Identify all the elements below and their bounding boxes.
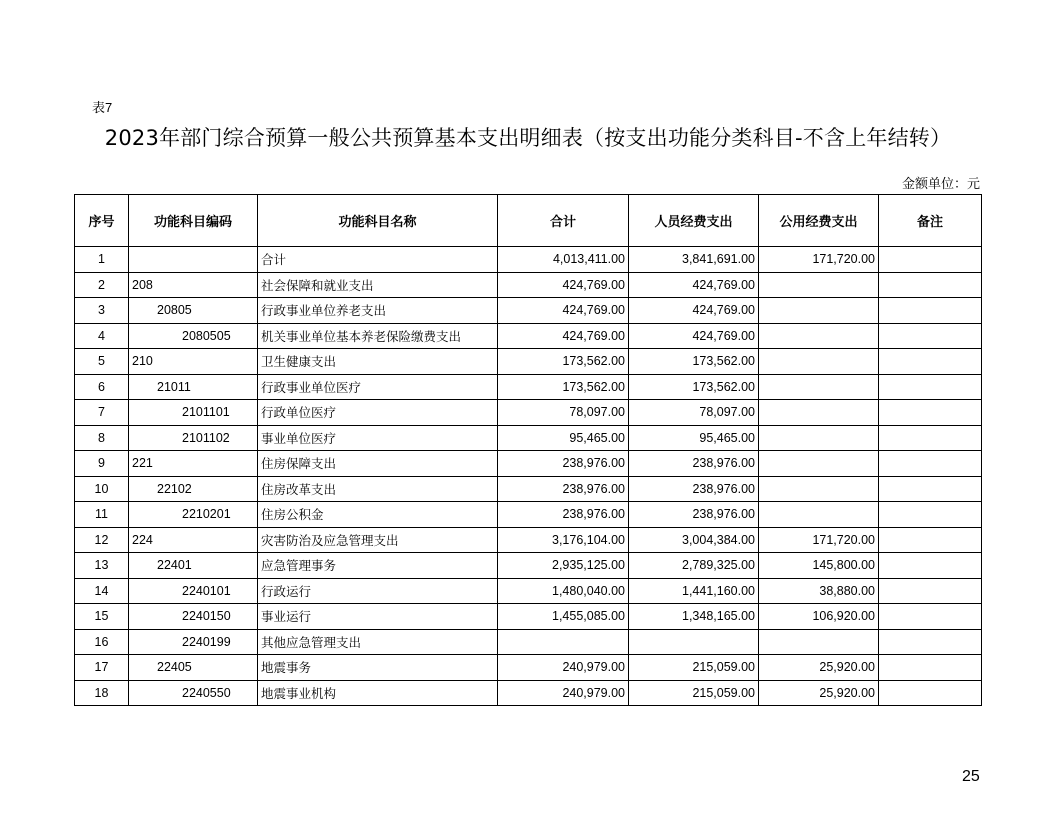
header-total: 合计 bbox=[498, 195, 629, 247]
row-personnel: 238,976.00 bbox=[629, 502, 759, 528]
page-title: 2023年部门综合预算一般公共预算基本支出明细表（按支出功能分类科目-不含上年结转） bbox=[104, 126, 952, 150]
row-total: 173,562.00 bbox=[498, 349, 629, 375]
table-row bbox=[75, 655, 982, 681]
row-index: 5 bbox=[75, 349, 129, 375]
row-code: 2080505 bbox=[129, 323, 258, 349]
row-index: 12 bbox=[75, 527, 129, 553]
row-personnel: 3,004,384.00 bbox=[629, 527, 759, 553]
row-remarks bbox=[879, 629, 982, 655]
row-code: 20805 bbox=[129, 298, 258, 324]
row-total: 238,976.00 bbox=[498, 502, 629, 528]
row-name: 灾害防治及应急管理支出 bbox=[258, 527, 498, 553]
row-code: 22405 bbox=[129, 655, 258, 681]
row-name: 卫生健康支出 bbox=[258, 349, 498, 375]
row-code: 208 bbox=[129, 272, 258, 298]
row-code: 22102 bbox=[129, 476, 258, 502]
row-name: 机关事业单位基本养老保险缴费支出 bbox=[258, 323, 498, 349]
row-index: 16 bbox=[75, 629, 129, 655]
row-code: 22401 bbox=[129, 553, 258, 579]
table-row bbox=[75, 349, 982, 375]
table-row bbox=[75, 527, 982, 553]
row-index: 11 bbox=[75, 502, 129, 528]
row-code: 2240550 bbox=[129, 680, 258, 706]
row-public: 25,920.00 bbox=[759, 680, 879, 706]
table-row bbox=[75, 247, 982, 273]
row-public bbox=[759, 374, 879, 400]
table-label: 表7 bbox=[92, 100, 113, 115]
row-public bbox=[759, 323, 879, 349]
row-code: 2210201 bbox=[129, 502, 258, 528]
row-index: 8 bbox=[75, 425, 129, 451]
row-remarks bbox=[879, 527, 982, 553]
table-row bbox=[75, 604, 982, 630]
row-personnel: 173,562.00 bbox=[629, 349, 759, 375]
row-code bbox=[129, 247, 258, 273]
table-row bbox=[75, 680, 982, 706]
row-personnel: 238,976.00 bbox=[629, 451, 759, 477]
row-index: 15 bbox=[75, 604, 129, 630]
row-public bbox=[759, 425, 879, 451]
table-body bbox=[75, 247, 982, 706]
row-code: 2101102 bbox=[129, 425, 258, 451]
row-public: 145,800.00 bbox=[759, 553, 879, 579]
row-code: 224 bbox=[129, 527, 258, 553]
row-public bbox=[759, 451, 879, 477]
row-code: 210 bbox=[129, 349, 258, 375]
row-public bbox=[759, 400, 879, 426]
row-public: 25,920.00 bbox=[759, 655, 879, 681]
row-name: 行政运行 bbox=[258, 578, 498, 604]
row-name: 住房改革支出 bbox=[258, 476, 498, 502]
page-number: 25 bbox=[962, 768, 980, 785]
row-remarks bbox=[879, 578, 982, 604]
row-personnel: 3,841,691.00 bbox=[629, 247, 759, 273]
row-total: 4,013,411.00 bbox=[498, 247, 629, 273]
table-row bbox=[75, 553, 982, 579]
table-row bbox=[75, 323, 982, 349]
row-public bbox=[759, 476, 879, 502]
row-code: 2240199 bbox=[129, 629, 258, 655]
row-code: 2240150 bbox=[129, 604, 258, 630]
table-row bbox=[75, 272, 982, 298]
row-total: 424,769.00 bbox=[498, 298, 629, 324]
row-name: 事业运行 bbox=[258, 604, 498, 630]
table-row bbox=[75, 451, 982, 477]
header-public: 公用经费支出 bbox=[759, 195, 879, 247]
row-public: 106,920.00 bbox=[759, 604, 879, 630]
row-remarks bbox=[879, 655, 982, 681]
row-remarks bbox=[879, 425, 982, 451]
header-index: 序号 bbox=[75, 195, 129, 247]
row-personnel: 215,059.00 bbox=[629, 655, 759, 681]
row-public bbox=[759, 298, 879, 324]
row-public bbox=[759, 502, 879, 528]
row-index: 2 bbox=[75, 272, 129, 298]
row-index: 13 bbox=[75, 553, 129, 579]
row-remarks bbox=[879, 553, 982, 579]
row-personnel: 424,769.00 bbox=[629, 323, 759, 349]
row-index: 7 bbox=[75, 400, 129, 426]
row-personnel: 78,097.00 bbox=[629, 400, 759, 426]
table-row bbox=[75, 578, 982, 604]
row-personnel: 173,562.00 bbox=[629, 374, 759, 400]
row-name: 住房公积金 bbox=[258, 502, 498, 528]
row-total: 238,976.00 bbox=[498, 476, 629, 502]
row-remarks bbox=[879, 298, 982, 324]
row-personnel bbox=[629, 629, 759, 655]
table-row bbox=[75, 502, 982, 528]
row-total: 78,097.00 bbox=[498, 400, 629, 426]
row-personnel: 95,465.00 bbox=[629, 425, 759, 451]
header-personnel: 人员经费支出 bbox=[629, 195, 759, 247]
row-remarks bbox=[879, 272, 982, 298]
row-total: 424,769.00 bbox=[498, 323, 629, 349]
table-row bbox=[75, 400, 982, 426]
row-personnel: 215,059.00 bbox=[629, 680, 759, 706]
row-name: 地震事务 bbox=[258, 655, 498, 681]
row-name: 住房保障支出 bbox=[258, 451, 498, 477]
unit-label: 金额单位：元 bbox=[901, 177, 980, 192]
table-header bbox=[75, 195, 982, 247]
row-code: 221 bbox=[129, 451, 258, 477]
row-name: 事业单位医疗 bbox=[258, 425, 498, 451]
row-code: 2240101 bbox=[129, 578, 258, 604]
row-remarks bbox=[879, 451, 982, 477]
row-personnel: 2,789,325.00 bbox=[629, 553, 759, 579]
table-row bbox=[75, 425, 982, 451]
row-total: 2,935,125.00 bbox=[498, 553, 629, 579]
row-index: 6 bbox=[75, 374, 129, 400]
row-remarks bbox=[879, 247, 982, 273]
row-remarks bbox=[879, 374, 982, 400]
row-personnel: 424,769.00 bbox=[629, 298, 759, 324]
row-code: 21011 bbox=[129, 374, 258, 400]
row-remarks bbox=[879, 349, 982, 375]
row-total: 424,769.00 bbox=[498, 272, 629, 298]
header-row bbox=[75, 195, 982, 247]
row-remarks bbox=[879, 502, 982, 528]
row-total: 173,562.00 bbox=[498, 374, 629, 400]
row-name: 行政事业单位养老支出 bbox=[258, 298, 498, 324]
row-index: 3 bbox=[75, 298, 129, 324]
row-personnel: 238,976.00 bbox=[629, 476, 759, 502]
row-index: 17 bbox=[75, 655, 129, 681]
header-name: 功能科目名称 bbox=[258, 195, 498, 247]
row-total: 1,455,085.00 bbox=[498, 604, 629, 630]
row-personnel: 424,769.00 bbox=[629, 272, 759, 298]
row-public: 171,720.00 bbox=[759, 247, 879, 273]
row-index: 10 bbox=[75, 476, 129, 502]
table-row bbox=[75, 374, 982, 400]
row-personnel: 1,348,165.00 bbox=[629, 604, 759, 630]
row-name: 社会保障和就业支出 bbox=[258, 272, 498, 298]
row-index: 14 bbox=[75, 578, 129, 604]
row-index: 1 bbox=[75, 247, 129, 273]
row-total bbox=[498, 629, 629, 655]
row-remarks bbox=[879, 323, 982, 349]
header-code: 功能科目编码 bbox=[129, 195, 258, 247]
row-total: 238,976.00 bbox=[498, 451, 629, 477]
row-public: 38,880.00 bbox=[759, 578, 879, 604]
header-remarks: 备注 bbox=[879, 195, 982, 247]
row-remarks bbox=[879, 680, 982, 706]
row-index: 4 bbox=[75, 323, 129, 349]
row-name: 应急管理事务 bbox=[258, 553, 498, 579]
row-total: 240,979.00 bbox=[498, 655, 629, 681]
row-name: 行政单位医疗 bbox=[258, 400, 498, 426]
row-name: 其他应急管理支出 bbox=[258, 629, 498, 655]
row-remarks bbox=[879, 604, 982, 630]
row-name: 合计 bbox=[258, 247, 498, 273]
row-public: 171,720.00 bbox=[759, 527, 879, 553]
row-code: 2101101 bbox=[129, 400, 258, 426]
budget-table bbox=[74, 194, 982, 706]
table-row bbox=[75, 298, 982, 324]
row-index: 18 bbox=[75, 680, 129, 706]
row-remarks bbox=[879, 400, 982, 426]
row-public bbox=[759, 272, 879, 298]
row-total: 240,979.00 bbox=[498, 680, 629, 706]
row-name: 行政事业单位医疗 bbox=[258, 374, 498, 400]
table-row bbox=[75, 476, 982, 502]
row-remarks bbox=[879, 476, 982, 502]
row-name: 地震事业机构 bbox=[258, 680, 498, 706]
row-public bbox=[759, 349, 879, 375]
row-index: 9 bbox=[75, 451, 129, 477]
row-total: 3,176,104.00 bbox=[498, 527, 629, 553]
row-public bbox=[759, 629, 879, 655]
row-total: 95,465.00 bbox=[498, 425, 629, 451]
row-personnel: 1,441,160.00 bbox=[629, 578, 759, 604]
row-total: 1,480,040.00 bbox=[498, 578, 629, 604]
table-row bbox=[75, 629, 982, 655]
